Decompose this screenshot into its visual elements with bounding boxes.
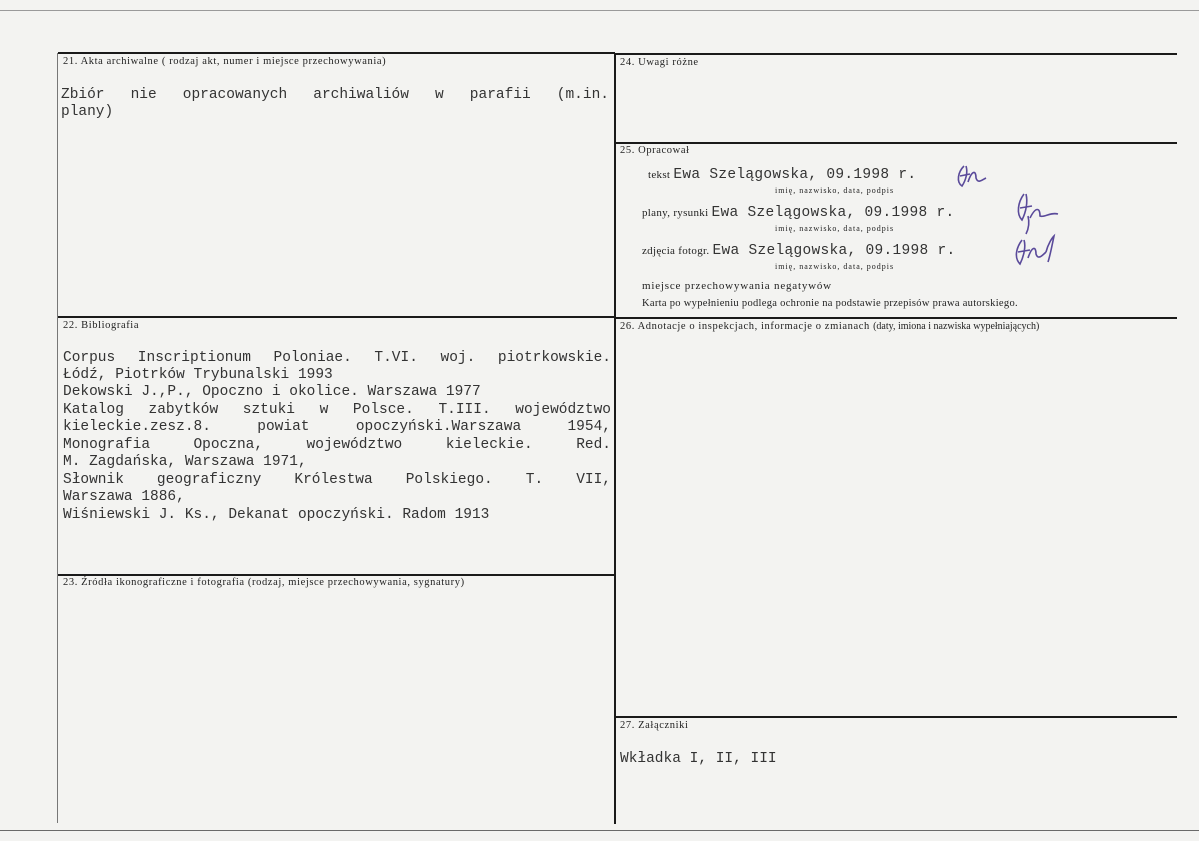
sec25-photos-row xyxy=(642,243,956,259)
sec22-line: Warszawa 1886, xyxy=(63,489,185,505)
rule-vertical xyxy=(614,53,616,824)
sec25-text-value: Ewa Szelągowska, 09.1998 r. xyxy=(673,167,917,183)
sec22-line: Monografia Opoczna, województwo kieleckie. Red. xyxy=(63,437,611,453)
sec25-plans-label: plany, rysunki xyxy=(642,207,709,219)
top-scan-edge xyxy=(0,10,1199,11)
sec22-line: Katalog zabytków sztuki w Polsce. T.III. województwo xyxy=(63,402,611,418)
sec25-plans-value: Ewa Szelągowska, 09.1998 r. xyxy=(711,205,955,221)
signature-icon xyxy=(1008,190,1068,238)
sec21-text-line1: Zbiór nie opracowanych archiwaliów w parafii (m.in. xyxy=(61,87,609,103)
sec25-copyright: Karta po wypełnieniu podlega ochronie na podstawie przepisów prawa autorskiego. xyxy=(642,298,1018,309)
sec25-plans-caption: imię, nazwisko, data, podpis xyxy=(775,224,895,233)
sec22-line: Dekowski J.,P., Opoczno i okolice. Warszawa 1977 xyxy=(63,384,481,400)
sec26-label xyxy=(620,321,1039,332)
rule-mid-left xyxy=(58,316,615,318)
sec25-photos-label: zdjęcia fotogr. xyxy=(642,245,710,257)
sec25-photos-value: Ewa Szelągowska, 09.1998 r. xyxy=(712,243,956,259)
rule-left-edge xyxy=(57,53,58,823)
sec23-label: 23. Źródła ikonograficzne i fotografia (rodzaj, miejsce przechowywania, sygnatury) xyxy=(63,577,465,588)
sec25-text-caption: imię, nazwisko, data, podpis xyxy=(775,186,895,195)
sec25-plans-row xyxy=(642,205,955,221)
rule-sec27 xyxy=(615,716,1177,718)
sec21-label: 21. Akta archiwalne ( rodzaj akt, numer i miejsce przechowywania) xyxy=(63,56,387,67)
sec25-label: 25. Opracował xyxy=(620,145,690,156)
sec24-label: 24. Uwagi różne xyxy=(620,57,699,68)
sec25-negatives: miejsce przechowywania negatywów xyxy=(642,280,832,292)
sec22-line: M. Zagdańska, Warszawa 1971, xyxy=(63,454,307,470)
sec22-line: Łódź, Piotrków Trybunalski 1993 xyxy=(63,367,333,383)
signature-icon xyxy=(950,160,995,200)
rule-sec23 xyxy=(58,574,615,576)
rule-top-left xyxy=(58,52,615,54)
rule-mid-right xyxy=(615,317,1177,319)
sec27-value: Wkładka I, II, III xyxy=(620,751,777,767)
sec22-line: Corpus Inscriptionum Poloniae. T.VI. woj. piotrkowskie. xyxy=(63,350,611,366)
sec22-line: kieleckie.zesz.8. powiat opoczyński.Warszawa 1954, xyxy=(63,419,611,435)
sec22-label: 22. Bibliografia xyxy=(63,320,140,331)
sec25-text-label: tekst xyxy=(648,169,671,181)
rule-bottom xyxy=(0,830,1199,831)
sec21-text-line2: plany) xyxy=(61,104,114,120)
sec27-label: 27. Załączniki xyxy=(620,720,689,731)
rule-sec25 xyxy=(615,142,1177,144)
signature-icon xyxy=(1008,232,1063,280)
sec25-photos-caption: imię, nazwisko, data, podpis xyxy=(775,262,895,271)
sec25-text-row xyxy=(648,167,916,183)
sec22-line: Słownik geograficzny Królestwa Polskiego. T. VII, xyxy=(63,472,611,488)
rule-top-right xyxy=(615,53,1177,55)
sec26-label-main: 26. Adnotacje o inspekcjach, informacje o zmianach xyxy=(620,321,870,332)
sec22-line: Wiśniewski J. Ks., Dekanat opoczyński. Radom 1913 xyxy=(63,507,490,523)
sec26-label-small: (daty, imiona i nazwiska wypełniających) xyxy=(873,321,1040,332)
